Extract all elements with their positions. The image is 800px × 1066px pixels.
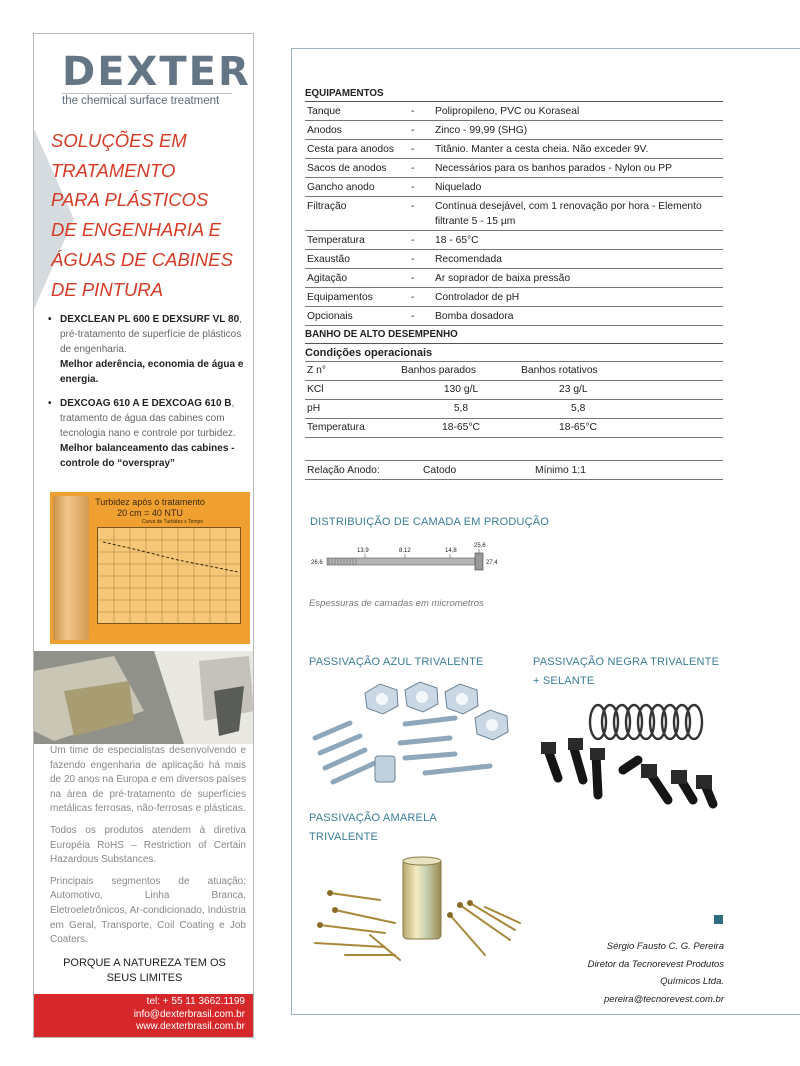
list-item (48, 312, 248, 387)
yellow-screws-image (310, 855, 530, 965)
industrial-photo (34, 651, 254, 744)
equipment-value: Ar soprador de baixa pressão (435, 273, 571, 284)
table-row (305, 250, 723, 269)
equipment-dash: - (411, 201, 415, 212)
relation-minimum: Mínimo 1:1 (535, 465, 586, 476)
table-row (305, 307, 723, 326)
logo-wordmark: DEXTER (62, 49, 251, 95)
about-paragraph: Um time de especialistas desenvolvendo e fazendo engenharia de aplicação há mais de 20 anos na Europa e em diversos países na área de pré-tratamento de superfícies metálicas ferrosas, não-ferrosas e plásticas. (50, 745, 246, 815)
author-email[interactable]: pereira@tecnorevest.com.br (604, 993, 724, 1005)
black-bolts-image (528, 700, 728, 810)
plot-title: Curva de Turbidez x Tempo (142, 519, 204, 525)
equipment-dash: - (411, 254, 415, 265)
author-company: Químicos Ltda. (660, 976, 724, 987)
slogan-line: PORQUE A NATUREZA TEM OS (63, 957, 226, 969)
spacer-row (305, 438, 723, 461)
about-paragraph: Principais segmentos de atuação: Automotivo, Linha Branca, Eletroeletrônicos, Ar-condicionado, Indústria em Geral, Transporte, Coil Coating e Job Coaters. (50, 875, 246, 946)
relation-row (305, 461, 723, 480)
product-description: , tratamento de água das cabines com tecnologia nano e controle por turbidez. (60, 398, 236, 439)
author-signature (540, 938, 724, 1008)
turbidity-title-line: 20 cm = 40 NTU (117, 508, 183, 518)
table-cell: pH (307, 403, 321, 414)
table-cell: KCl (307, 384, 324, 395)
black-passivation-title (533, 653, 719, 691)
table-row (305, 269, 723, 288)
table-row (305, 400, 723, 419)
equipment-label: Cesta para anodos (307, 144, 395, 155)
equipment-value: Bomba dosadora (435, 311, 514, 322)
turbidity-plot-graphic (98, 528, 240, 623)
table-row (305, 121, 723, 140)
conditions-header-cell: Banhos rotativos (521, 365, 598, 376)
table-cell: Temperatura (307, 422, 365, 433)
equipment-table (305, 88, 723, 480)
turbidity-image (50, 492, 250, 644)
table-row (305, 231, 723, 250)
equipment-heading: EQUIPAMENTOS (305, 88, 723, 102)
equipment-label: Anodos (307, 125, 342, 136)
conditions-header-row (305, 362, 723, 381)
logo-tagline: the chemical surface treatment (62, 93, 232, 107)
equipment-label: Exaustão (307, 254, 350, 265)
table-row (305, 381, 723, 400)
title-line: + SELANTE (533, 675, 595, 687)
ad-slogan (42, 956, 247, 986)
author-role: Diretor da Tecnorevest Produtos (587, 958, 724, 970)
table-cell: 18-65°C (442, 422, 480, 433)
headline-line: SOLUÇÕES EM (51, 130, 187, 151)
product-name: DEXCOAG 610 A E DEXCOAG 610 B (60, 398, 232, 409)
table-row (305, 419, 723, 438)
equipment-dash: - (411, 273, 415, 284)
equipment-value: Titânio. Manter a cesta cheia. Não exceder 9V. (435, 144, 649, 155)
bullet-icon: • (48, 398, 52, 409)
equipment-label: Opcionais (307, 311, 353, 322)
distribution-caption: Espessuras de camadas em micrometros (309, 598, 484, 609)
company-description (50, 744, 246, 955)
dim-b: 8,12 (399, 548, 411, 554)
headline-line: PARA PLÁSTICOS (51, 189, 209, 211)
title-line: TRIVALENTE (309, 831, 379, 843)
headline-line: TRATAMENTO (51, 159, 176, 181)
equipment-label: Equipamentos (307, 292, 373, 303)
contact-website[interactable]: www.dexterbrasil.com.br (136, 1021, 245, 1032)
table-cell: 130 g/L (443, 384, 479, 395)
conditions-title: Condições operacionais (305, 344, 723, 362)
table-row (305, 140, 723, 159)
product-benefit: Melhor aderência, economia de água e energia. (60, 359, 244, 385)
conditions-header-cell: Z n° (307, 365, 326, 376)
equipment-value: Niquelado (435, 182, 482, 193)
equipment-label: Filtração (307, 201, 347, 212)
table-row (305, 102, 723, 121)
conditions-header-cell: Banhos parados (401, 365, 476, 376)
turbidity-title-line: Turbidez após o tratamento (95, 497, 205, 507)
headline-line: DE PINTURA (51, 278, 164, 300)
product-description: , pré-tratamento de superfície de plásticos de engenharia. (60, 314, 242, 355)
dexter-advertisement (33, 33, 254, 1038)
equipment-value: Polipropileno, PVC ou Koraseal (435, 106, 580, 117)
bullet-icon: • (48, 314, 52, 325)
blue-bolts-image (305, 678, 515, 786)
equipment-dash: - (411, 125, 415, 136)
equipment-label: Agitação (307, 273, 348, 284)
equipment-value: 18 - 65°C (435, 235, 479, 246)
list-item (48, 396, 248, 471)
relation-label: Relação Anodo: (307, 465, 380, 476)
equipment-value: Contínua desejável, com 1 renovação por hora - Elemento filtrante 5 - 15 µm (435, 201, 702, 227)
equipment-rows (305, 102, 723, 326)
table-cell: 18-65°C (559, 422, 597, 433)
title-line: PASSIVAÇÃO NEGRA TRIVALENTE (533, 656, 720, 668)
equipment-dash: - (411, 235, 415, 246)
equipment-value: Necessários para os banhos parados - Nylon ou PP (435, 163, 672, 174)
headline-line: ÁGUAS DE CABINES (51, 248, 233, 270)
dim-left: 26,6 (311, 560, 323, 566)
headline-line: DE ENGENHARIA E (51, 219, 221, 241)
turbidity-plot (97, 527, 241, 624)
equipment-label: Sacos de anodos (307, 163, 387, 174)
contact-email[interactable]: info@dexterbrasil.com.br (133, 1008, 245, 1020)
equipment-dash: - (411, 292, 415, 303)
relation-cathode: Catodo (423, 465, 457, 476)
contact-bar (34, 994, 254, 1038)
product-list (48, 312, 248, 480)
yellow-passivation-title (309, 809, 437, 847)
ad-headline (51, 126, 251, 304)
table-row (305, 178, 723, 197)
contact-phone: tel: + 55 11 3662.1199 (146, 996, 245, 1007)
product-benefit: Melhor balanceamento das cabines - controle do “overspray” (60, 443, 235, 469)
equipment-label: Gancho anodo (307, 182, 375, 193)
distribution-title: DISTRIBUIÇÃO DE CAMADA EM PRODUÇÃO (310, 516, 550, 528)
about-paragraph: Todos os produtos atendem à diretiva Européia RoHS – Restriction of Certain Hazardous Substances. (50, 824, 246, 866)
industrial-photo-graphic (34, 651, 254, 744)
dim-a: 13,9 (357, 548, 369, 554)
equipment-dash: - (411, 182, 415, 193)
equipment-value: Zinco - 99,99 (SHG) (435, 125, 528, 136)
equipment-label: Tanque (307, 106, 341, 117)
equipment-dash: - (411, 144, 415, 155)
dim-c: 14,8 (445, 548, 457, 554)
equipment-dash: - (411, 311, 415, 322)
turbidity-title (50, 497, 250, 519)
bolt-thickness-diagram (305, 540, 505, 574)
slogan-line: SEUS LIMITES (106, 972, 183, 984)
equipment-value: Controlador de pH (435, 292, 520, 303)
blue-passivation-title: PASSIVAÇÃO AZUL TRIVALENTE (309, 656, 484, 668)
table-cell: 23 g/L (559, 384, 588, 395)
dexter-logo (62, 49, 251, 107)
table-row (305, 197, 723, 231)
high-performance-heading: BANHO DE ALTO DESEMPENHO (305, 326, 723, 344)
table-row (305, 288, 723, 307)
author-name: Sérgio Fausto C. G. Pereira (606, 941, 724, 952)
equipment-value: Recomendada (435, 254, 502, 265)
equipment-dash: - (411, 106, 415, 117)
equipment-dash: - (411, 163, 415, 174)
end-mark-icon (714, 915, 723, 924)
table-cell: 5,8 (571, 403, 586, 414)
title-line: PASSIVAÇÃO AMARELA (309, 812, 437, 824)
dim-head-top: 25,6 (474, 543, 486, 549)
table-row (305, 159, 723, 178)
dim-head-side: 27,4 (486, 560, 498, 566)
equipment-label: Temperatura (307, 235, 365, 246)
product-name: DEXCLEAN PL 600 E DEXSURF VL 80 (60, 314, 240, 325)
table-cell: 5,8 (453, 403, 469, 414)
